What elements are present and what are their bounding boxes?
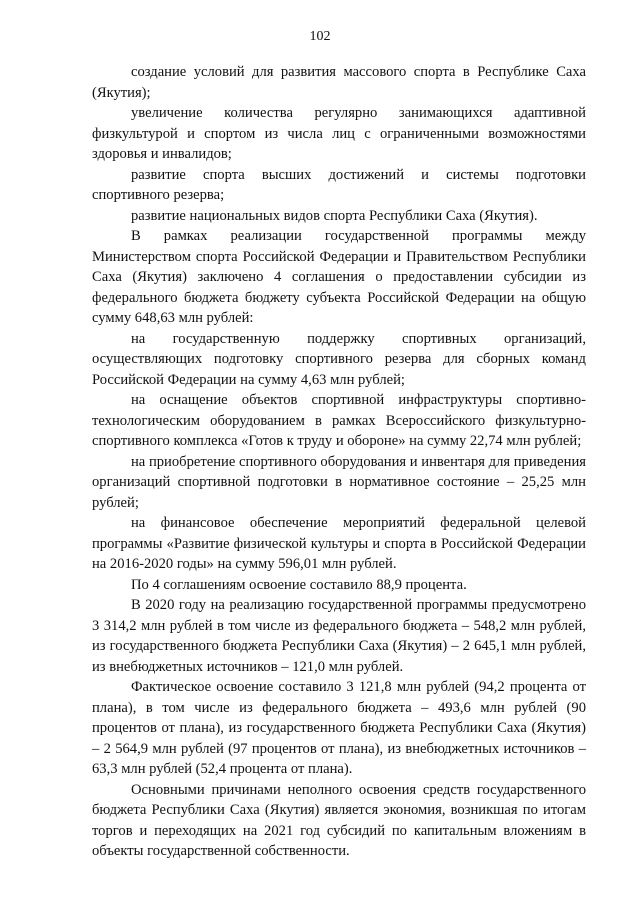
paragraph: на государственную поддержку спортивных организаций, осуществляющих подготовку спортивного резерва для сборных команд Российской Федерации на сумму 4,63 млн рублей; bbox=[92, 330, 586, 388]
paragraph: на оснащение объектов спортивной инфраструктуры спортивно-технологическим оборудованием в рамках Всероссийского физкультурно-спортивного комплекса «Готов к труду и обороне» на сумму 22,74 млн рублей; bbox=[92, 392, 586, 449]
paragraph: По 4 соглашениям освоение составило 88,9 процента. bbox=[131, 576, 467, 593]
paragraph: Фактическое освоение составило 3 121,8 млн рублей (94,2 процента от плана), в том числе из федерального бюджета – 493,6 млн рублей (90 процентов от плана), из государственного бюджета Республики Саха (Якутия) – 2 564,9 млн рублей (97 процентов от плана), из внебюджетных источников – 63,3 млн рублей (52,4 процента от плана). bbox=[92, 679, 586, 777]
paragraph: увеличение количества регулярно занимающихся адаптивной физкультурой и спортом из числа лиц с ограниченными возможностями здоровья и инвалидов; bbox=[92, 105, 586, 162]
paragraph: на финансовое обеспечение мероприятий федеральной целевой программы «Развитие физической культуры и спорта в Российской Федерации на 2016-2020 годы» на сумму 596,01 млн рублей. bbox=[92, 515, 586, 572]
paragraph: В рамках реализации государственной программы между Министерством спорта Российской Федерации и Правительством Республики Саха (Якутия) заключено 4 соглашения о предоставлении субсидии из федерального бюджета бюджету субъекта Российской Федерации на общую сумму 648,63 млн рублей: bbox=[92, 228, 586, 326]
paragraph: Основными причинами неполного освоения средств государственного бюджета Республики Саха (Якутия) является экономия, возникшая по итогам торгов и переходящих на 2021 год субсидий по капитальным вложениям в объекты государственной собственности. bbox=[92, 781, 586, 859]
paragraph: на приобретение спортивного оборудования и инвентаря для приведения организаций спортивной подготовки в нормативное состояние – 25,25 млн рублей; bbox=[92, 453, 586, 511]
paragraph: развитие спорта высших достижений и системы подготовки спортивного резерва; bbox=[92, 166, 586, 203]
paragraph: развитие национальных видов спорта Республики Саха (Якутия). bbox=[131, 207, 538, 224]
paragraph: создание условий для развития массового спорта в Республике Саха (Якутия); bbox=[92, 64, 586, 101]
page-number: 102 bbox=[309, 29, 331, 44]
document-body bbox=[92, 62, 586, 862]
paragraph: В 2020 году на реализацию государственной программы предусмотрено 3 314,2 млн рублей в том числе из федерального бюджета – 548,2 млн рублей, из государственного бюджета Республики Саха (Якутия) – 2 645,1 млн рублей, из внебюджетных источников – 121,0 млн рублей. bbox=[92, 597, 586, 675]
